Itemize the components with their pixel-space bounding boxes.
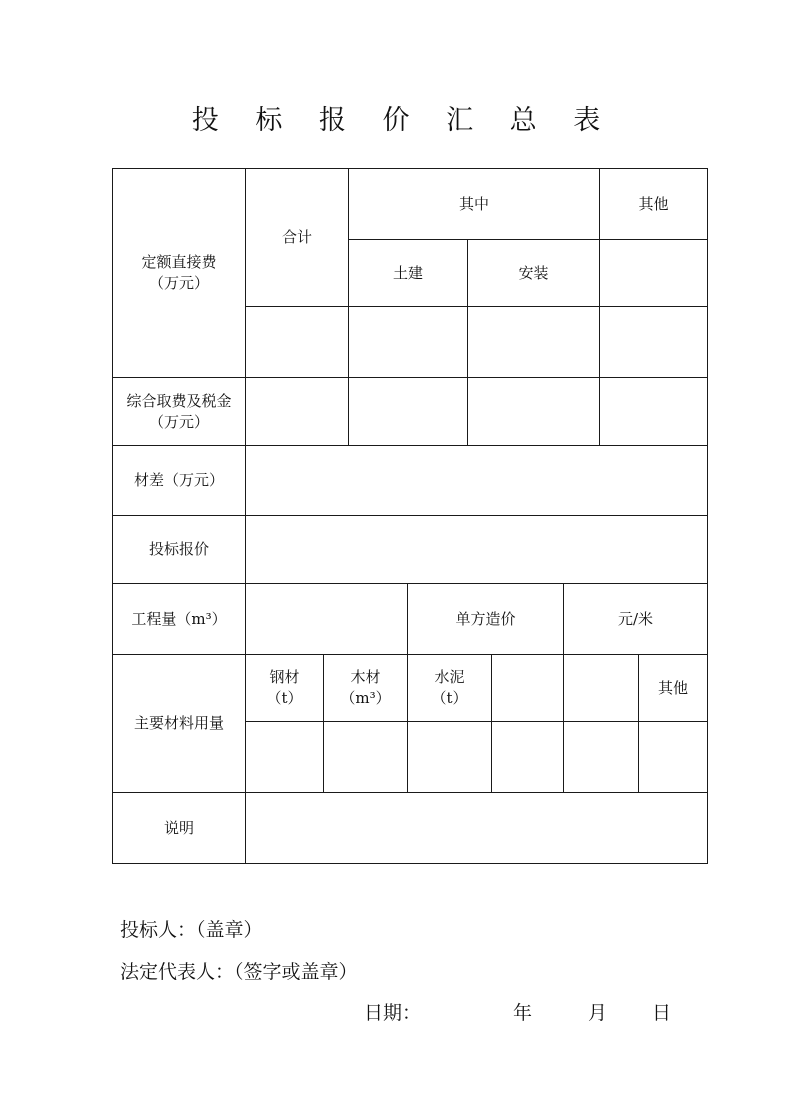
document-title: 投 标 报 价 汇 总 表 [191,105,615,136]
cell-fees-taxes [113,378,245,445]
cell-other-top: 其他 [638,194,669,213]
table-border-right [707,168,708,864]
cell-quantity: 工程量（m³） [131,609,227,628]
bidder-line: 投标人：（盖章） [120,919,263,941]
legal-rep-line: 法定代表人：（签字或盖章） [120,961,358,983]
cell-unit-cost: 单方造价 [455,609,516,628]
cell-cement [408,655,491,721]
steel-unit: （t） [266,689,303,707]
direct-cost-label: 定额直接费 [141,253,217,271]
date-month: 月 [588,1002,608,1024]
fees-taxes-label: 综合取费及税金 [126,391,232,410]
cell-civil: 土建 [392,263,423,282]
cell-direct-cost [113,169,245,377]
date-label: 日期： [364,1002,422,1024]
table-border-bottom [112,863,708,864]
cell-timber [324,655,407,721]
cell-material-diff: 材差（万元） [133,471,224,489]
date-year: 年 [513,1002,533,1024]
cell-bid-price: 投标报价 [148,540,209,558]
cell-main-materials: 主要材料用量 [133,714,224,732]
direct-cost-unit: （万元） [148,274,209,292]
cement-unit: （t） [431,689,468,707]
cell-notes: 说明 [163,818,194,837]
row-line [245,306,708,307]
date-day: 日 [652,1002,672,1024]
cell-install: 安装 [518,263,549,282]
cell-other-material: 其他 [657,678,688,697]
timber-unit: （m³） [340,689,391,707]
cell-unit-cost-unit: 元/米 [617,609,654,628]
cell-steel [246,655,323,721]
col-line [491,654,492,793]
col-line [563,654,564,793]
timber-label: 木材 [350,668,381,686]
fees-taxes-unit: （万元） [148,412,209,431]
steel-label: 钢材 [269,668,300,686]
cell-of-which: 其中 [458,194,489,213]
cell-total: 合计 [281,228,312,246]
cement-label: 水泥 [434,668,465,686]
